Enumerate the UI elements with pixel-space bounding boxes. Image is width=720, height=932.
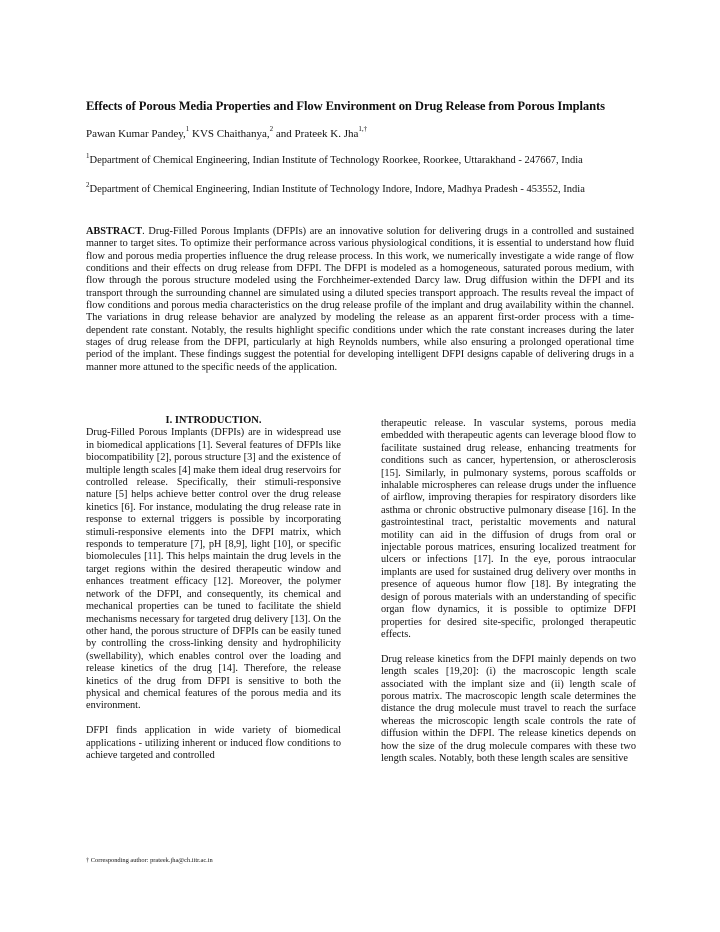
body-paragraph: Drug release kinetics from the DFPI mainly depends on two length scales [19,20]: (i) the macroscopic length scale associated with the implant size and (ii) length scale of porous matrix. The macroscopic length scale determines the distance the drug molecule must travel to reach the surface whereas the microscopic length scale controls the rate of diffusion within the DFPI. The release kinetics depends on how the size of the drug molecule compares with these two length scales. Notably, both these length scales are sensitive xyxy=(381,653,636,764)
section-heading: I. INTRODUCTION. xyxy=(165,415,262,426)
affiliation-text: Department of Chemical Engineering, Indian Institute of Technology Indore, Indore, Madhya Pradesh - 453552, India xyxy=(89,184,585,195)
author-affiliation-mark: 1,† xyxy=(358,125,368,134)
body-paragraph: DFPI finds application in wide variety of biomedical applications - utilizing inherent or induced flow conditions to achieve targeted and controlled xyxy=(86,725,341,761)
abstract-text: . Drug-Filled Porous Implants (DFPIs) are an innovative solution for delivering drugs in a controlled and sustained manner to target sites. To optimize their performance across various physiological conditions, it is essential to understand how fluid flow and porous media properties influence the drug release process. In this work, we numerically investigate a wide range of flow conditions and their effects on drug release from DFPI. The DFPI is modeled as a homogeneous, saturated porous medium, with flow through the porous structure modeled using the Forchheimer-extended Darcy law. Drug diffusion within the DFPI and its transport through the surrounding channel are simulated using a diluted species transport approach. The results reveal the impact of flow conditions and porous media characteristics on the drug release profile of the implant and drug availability within the channel. The variations in drug release behavior are analyzed by modeling the release as an apparent first-order process with a time-dependent rate constant. Notably, the results highlight specific conditions under which the rate constant increases during the later stages of drug release from the DFPI, particularly at high Reynolds numbers, while also ensuring a prolonged operational time period of the implant. These findings suggest the potential for developing intelligent DFPI designs capable of delivering drugs in a manner more attuned to the specific needs of the application. xyxy=(86,226,634,373)
affiliation xyxy=(86,151,646,167)
paper-title: Effects of Porous Media Properties and Flow Environment on Drug Release from Porous Implants xyxy=(86,99,605,113)
corresponding-author-footnote: † Corresponding author: prateek.jha@ch.iitr.ac.in xyxy=(86,857,213,864)
author-name: KVS Chaithanya, xyxy=(189,128,270,140)
abstract-label: ABSTRACT xyxy=(86,226,143,237)
author-name: Pawan Kumar Pandey, xyxy=(86,128,186,140)
author-name: and Prateek K. Jha xyxy=(273,128,359,140)
affiliation-text: Department of Chemical Engineering, Indian Institute of Technology Roorkee, Roorkee, Uttarakhand - 247667, India xyxy=(89,155,583,166)
right-column xyxy=(381,418,636,765)
affiliation xyxy=(86,180,646,196)
abstract xyxy=(86,226,634,374)
author-affiliation-mark: 1 xyxy=(185,125,190,134)
body-paragraph: Drug-Filled Porous Implants (DFPIs) are in widespread use in biomedical applications [1]. Several features of DFPIs like biocompatibility [2], porous structure [3] and the existence of multiple length scales [4] make them ideal drug reservoirs for controlled release. Specifically, their stimuli-responsive nature [5] helps achieve better control over the drug release kinetics [6]. For instance, modulating the drug release rate in response to external triggers is possible by incorporating stimuli-responsive elements into the DFPI matrix, which responds to temperature [7], pH [8,9], light [10], or specific biomolecules [11]. This helps maintain the drug levels in the target regions within the desired therapeutic window and enhances treatment efficacy [12]. Moreover, the polymer network of the DFPI, and consequently, its chemical and mechanical properties can be tuned to facilitate the shield mechanisms necessary for targeted drug delivery [13]. On the other hand, the porous structure of DFPIs can be easily tuned by controlling the cross-linking density and hydrophilicity (swellability), which enables control over the loading and release kinetics of the drug [14]. Therefore, the release kinetics of the drug from DFPI is sensitive to both the physical and chemical features of the porous media and its environment. xyxy=(86,427,341,712)
affiliation-mark: 2 xyxy=(86,180,90,189)
affiliation-mark: 1 xyxy=(86,151,90,160)
author-list xyxy=(86,125,368,140)
author-affiliation-mark: 2 xyxy=(269,125,274,134)
body-paragraph: therapeutic release. In vascular systems, porous media embedded with therapeutic agents can leverage blood flow to facilitate sustained drug release, enhancing treatments for conditions such as cancer, hypertension, or atherosclerosis [15]. Similarly, in pulmonary systems, porous scaffolds or inhalable microspheres can release drugs under the influence of airflow, improving therapies for respiratory disorders like asthma or chronic obstructive pulmonary disease [16]. In the gastrointestinal tract, peristaltic movements and natural motility can aid in the diffusion of drugs from oral or injectable porous matrices, ensuring localized treatment for ulcers or infections [17]. In the eye, porous intraocular implants are used for sustained drug delivery over months in presence of aqueous humor flow [18]. By integrating the design of porous materials with an understanding of specific organ flow dynamics, it is possible to optimize DFPI properties for desired site-specific, prolonged therapeutic effects. xyxy=(381,418,636,640)
left-column xyxy=(86,415,341,762)
